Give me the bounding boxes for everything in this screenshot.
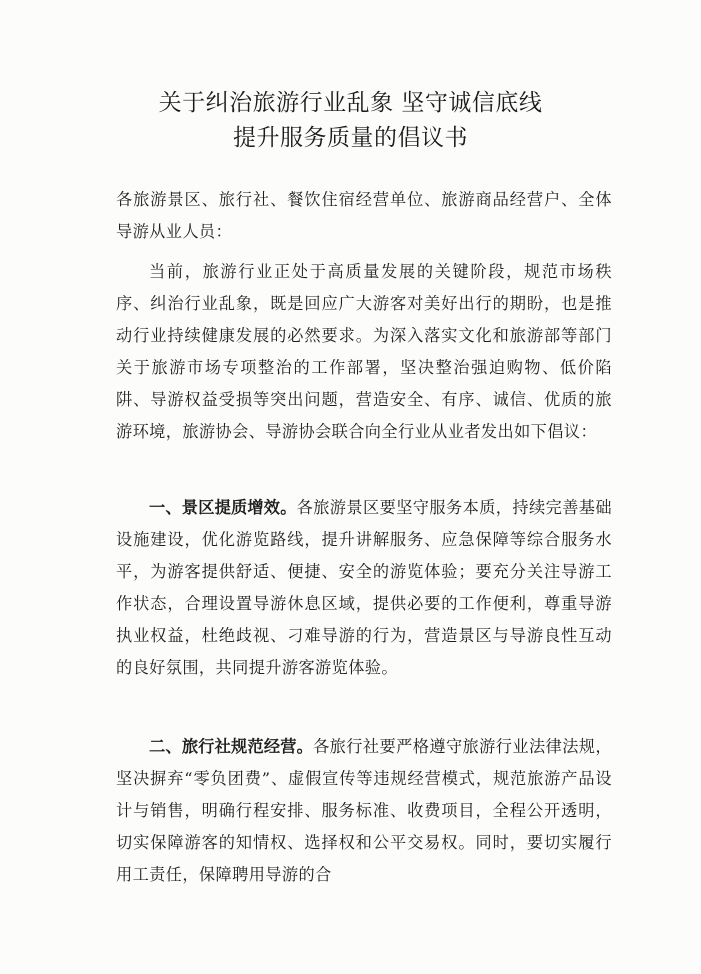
paragraph-travel-agencies xyxy=(116,731,612,891)
paragraph-text: 各旅行社要严格遵守旅游行业法律法规，坚决摒弃“零负团费”、虚假宣传等违规经营模式，规范旅游产品设计与销售，明确行程安排、服务标准、收费项目，全程公开透明，切实保障游客的知情权、选择权和公平交易权。同时，要切实履行用工责任，保障聘用导游的合 xyxy=(116,737,612,884)
salutation: 各旅游景区、旅行社、餐饮住宿经营单位、旅游商品经营户、全体导游从业人员： xyxy=(116,190,612,241)
document-title-line-1: 关于纠治旅游行业乱象 坚守诚信底线 xyxy=(158,90,543,116)
paragraph-heading: 一、景区提质增效。 xyxy=(149,498,297,517)
paragraph-text: 各旅游景区要坚守服务本质，持续完善基础设施建设，优化游览路线，提升讲解服务、应急保障等综合服务水平，为游客提供舒适、便捷、安全的游览体验；要充分关注导游工作状态，合理设置导游休息区域，提供必要的工作便利，尊重导游执业权益，杜绝歧视、刁难导游的行为，营造景区与导游良性互动的良好氛围，共同提升游客游览体验。 xyxy=(116,498,612,677)
paragraph-intro xyxy=(116,256,612,448)
document-title-line-2: 提升服务质量的倡议书 xyxy=(233,125,468,151)
paragraph-scenic-areas xyxy=(116,492,612,684)
paragraph-heading: 二、旅行社规范经营。 xyxy=(149,737,314,756)
paragraph-intro-text: 当前，旅游行业正处于高质量发展的关键阶段，规范市场秩序、纠治行业乱象，既是回应广大游客对美好出行的期盼，也是推动行业持续健康发展的必然要求。为深入落实文化和旅游部等部门关于旅游市场专项整治的工作部署，坚决整治强迫购物、低价陷阱、导游权益受损等突出问题，营造安全、有序、诚信、优质的旅游环境，旅游协会、导游协会联合向全行业从业者发出如下倡议： xyxy=(116,262,612,441)
